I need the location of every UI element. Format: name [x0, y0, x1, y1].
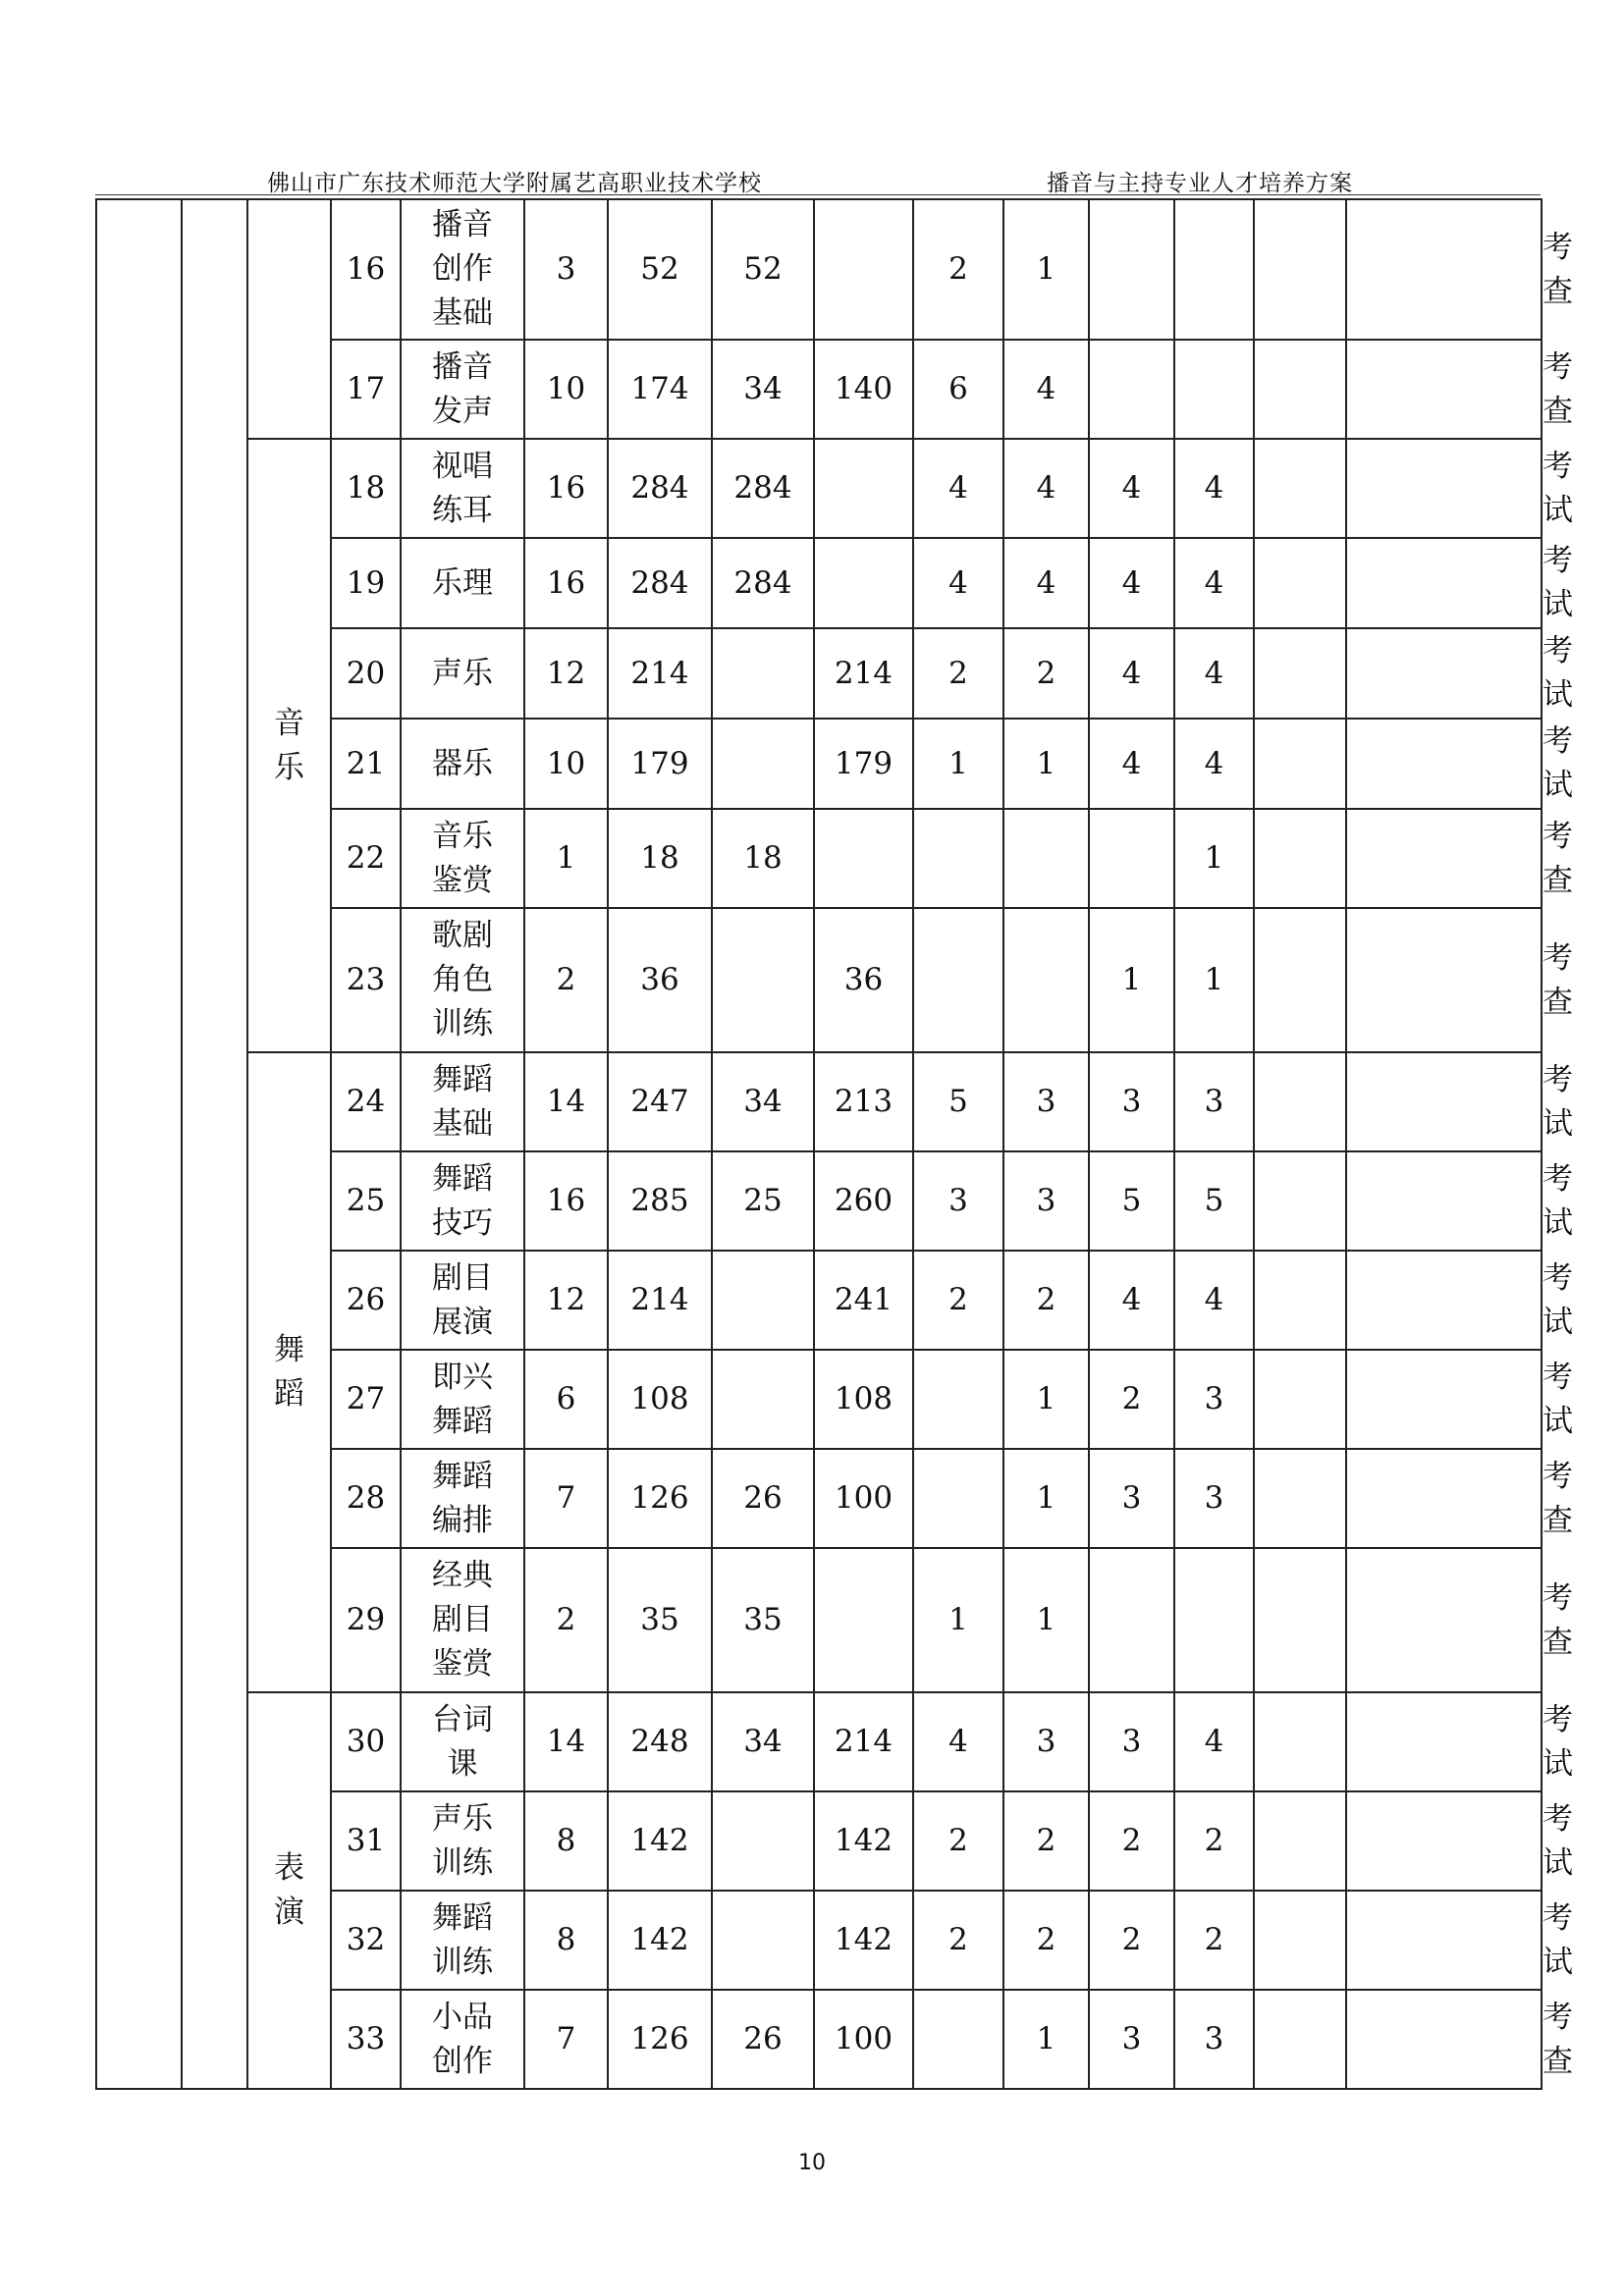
- course-number-cell: 21: [331, 719, 401, 809]
- course-s6-cell: [1346, 719, 1542, 809]
- course-theory-cell: [712, 1251, 814, 1350]
- course-s1-cell: 4: [913, 538, 1003, 628]
- course-theory-cell: 34: [712, 1692, 814, 1791]
- course-s4-cell: 4: [1174, 439, 1254, 538]
- course-s6-cell: [1346, 1251, 1542, 1350]
- course-credits-cell: 7: [524, 1449, 608, 1548]
- course-credits-cell: 1: [524, 809, 608, 908]
- course-s1-cell: 2: [913, 199, 1003, 340]
- course-s6-cell: [1346, 1548, 1542, 1692]
- course-s4-cell: 3: [1174, 1350, 1254, 1449]
- course-number-cell: 16: [331, 199, 401, 340]
- course-number-cell: 25: [331, 1151, 401, 1251]
- course-number-cell: 28: [331, 1449, 401, 1548]
- course-credits-cell: 10: [524, 340, 608, 439]
- course-practice-cell: [814, 538, 913, 628]
- course-s6-cell: [1346, 340, 1542, 439]
- course-number-cell: 33: [331, 1990, 401, 2089]
- course-s1-cell: 1: [913, 719, 1003, 809]
- course-theory-cell: 284: [712, 439, 814, 538]
- course-s1-cell: 6: [913, 340, 1003, 439]
- course-theory-cell: [712, 719, 814, 809]
- course-name: 小品创作: [432, 1999, 493, 2079]
- course-s2-cell: 2: [1003, 1251, 1089, 1350]
- course-s1-cell: 1: [913, 1548, 1003, 1692]
- course-row: 28 舞蹈编排 7 126 26 100 1 3 3 考查: [96, 1449, 1542, 1548]
- course-s6-cell: [1346, 1151, 1542, 1251]
- course-s2-cell: 1: [1003, 1548, 1089, 1692]
- course-s2-cell: [1003, 908, 1089, 1052]
- course-practice-cell: 100: [814, 1449, 913, 1548]
- course-s3-cell: [1089, 1548, 1174, 1692]
- course-number-cell: 27: [331, 1350, 401, 1449]
- course-name: 歌剧角色训练: [432, 918, 493, 1041]
- course-total-cell: 248: [608, 1692, 712, 1791]
- course-s1-cell: 4: [913, 439, 1003, 538]
- course-s1-cell: [913, 1350, 1003, 1449]
- course-s3-cell: 3: [1089, 1692, 1174, 1791]
- course-number-cell: 23: [331, 908, 401, 1052]
- course-s4-cell: 3: [1174, 1052, 1254, 1151]
- course-name-cell: [401, 1548, 524, 1692]
- course-name: 舞蹈训练: [432, 1899, 493, 1980]
- course-s5-cell: [1254, 439, 1346, 538]
- course-practice-cell: 241: [814, 1251, 913, 1350]
- course-s5-cell: [1254, 1891, 1346, 1990]
- course-credits-cell: 8: [524, 1791, 608, 1891]
- course-theory-cell: 35: [712, 1548, 814, 1692]
- course-row: 31 声乐训练 8 142 142 2 2 2 2 考试: [96, 1791, 1542, 1891]
- course-s3-cell: 1: [1089, 908, 1174, 1052]
- course-number-cell: 24: [331, 1052, 401, 1151]
- course-practice-cell: [814, 1548, 913, 1692]
- course-s6-cell: [1346, 1449, 1542, 1548]
- course-credits-cell: 12: [524, 628, 608, 719]
- course-s5-cell: [1254, 809, 1346, 908]
- course-name-cell: [401, 719, 524, 809]
- course-practice-cell: 260: [814, 1151, 913, 1251]
- course-s1-cell: 2: [913, 1251, 1003, 1350]
- course-theory-cell: 34: [712, 1052, 814, 1151]
- course-row: 32 舞蹈训练 8 142 142 2 2 2 2 考试: [96, 1891, 1542, 1990]
- course-s3-cell: 2: [1089, 1891, 1174, 1990]
- course-name: 舞蹈基础: [432, 1061, 493, 1142]
- course-credits-cell: 16: [524, 1151, 608, 1251]
- course-s3-cell: 4: [1089, 538, 1174, 628]
- course-s4-cell: [1174, 1548, 1254, 1692]
- course-name: 即兴舞蹈: [432, 1359, 493, 1439]
- course-s3-cell: 3: [1089, 1449, 1174, 1548]
- course-row: 16 播音创作基础 3 52 52 2 1 考查: [96, 199, 1542, 340]
- course-theory-cell: 26: [712, 1990, 814, 2089]
- course-name-cell: [401, 1891, 524, 1990]
- course-total-cell: 35: [608, 1548, 712, 1692]
- course-s1-cell: 2: [913, 1891, 1003, 1990]
- course-s3-cell: [1089, 199, 1174, 340]
- course-s4-cell: 4: [1174, 1692, 1254, 1791]
- course-total-cell: 108: [608, 1350, 712, 1449]
- course-row: 21 器乐 10 179 179 1 1 4 4 考试: [96, 719, 1542, 809]
- course-s4-cell: 3: [1174, 1449, 1254, 1548]
- page-number: 10: [798, 2151, 826, 2175]
- course-practice-cell: 213: [814, 1052, 913, 1151]
- course-s6-cell: [1346, 809, 1542, 908]
- course-theory-cell: [712, 1891, 814, 1990]
- course-name-cell: [401, 1251, 524, 1350]
- course-s6-cell: [1346, 908, 1542, 1052]
- course-name-cell: [401, 538, 524, 628]
- course-practice-cell: [814, 199, 913, 340]
- course-row: 19 乐理 16 284 284 4 4 4 4 考试: [96, 538, 1542, 628]
- course-practice-cell: 142: [814, 1891, 913, 1990]
- course-number-cell: 22: [331, 809, 401, 908]
- course-s2-cell: 4: [1003, 538, 1089, 628]
- course-total-cell: 126: [608, 1990, 712, 2089]
- course-s3-cell: 3: [1089, 1990, 1174, 2089]
- course-s3-cell: [1089, 340, 1174, 439]
- course-name-cell: [401, 628, 524, 719]
- course-number-cell: 26: [331, 1251, 401, 1350]
- course-s2-cell: 2: [1003, 1891, 1089, 1990]
- course-total-cell: 214: [608, 1251, 712, 1350]
- course-s6-cell: [1346, 1990, 1542, 2089]
- group-label-cell: [247, 439, 331, 1052]
- course-name-cell: [401, 1151, 524, 1251]
- course-name-cell: [401, 199, 524, 340]
- course-s4-cell: 5: [1174, 1151, 1254, 1251]
- course-total-cell: 174: [608, 340, 712, 439]
- course-number-cell: 29: [331, 1548, 401, 1692]
- course-s5-cell: [1254, 1791, 1346, 1891]
- course-name-cell: [401, 1449, 524, 1548]
- course-s1-cell: 4: [913, 1692, 1003, 1791]
- course-s2-cell: 1: [1003, 1350, 1089, 1449]
- course-s3-cell: 4: [1089, 439, 1174, 538]
- header-school-name: 佛山市广东技术师范大学附属艺高职业技术学校: [267, 171, 762, 196]
- course-name: 台词课: [432, 1701, 493, 1782]
- course-s2-cell: 1: [1003, 199, 1089, 340]
- course-s6-cell: [1346, 538, 1542, 628]
- group-label-cell: [247, 1052, 331, 1692]
- course-name-cell: [401, 809, 524, 908]
- course-total-cell: 247: [608, 1052, 712, 1151]
- course-practice-cell: 140: [814, 340, 913, 439]
- course-name: 播音创作基础: [432, 207, 493, 331]
- group-label: 表演: [274, 1850, 304, 1930]
- course-s3-cell: 2: [1089, 1791, 1174, 1891]
- course-practice-cell: 214: [814, 1692, 913, 1791]
- course-s1-cell: [913, 908, 1003, 1052]
- course-total-cell: 142: [608, 1891, 712, 1990]
- course-s5-cell: [1254, 1251, 1346, 1350]
- course-row: 27 即兴舞蹈 6 108 108 1 2 3 考试: [96, 1350, 1542, 1449]
- course-s2-cell: 2: [1003, 628, 1089, 719]
- course-name: 舞蹈技巧: [432, 1160, 493, 1241]
- course-credits-cell: 6: [524, 1350, 608, 1449]
- course-s2-cell: [1003, 809, 1089, 908]
- course-s2-cell: 3: [1003, 1692, 1089, 1791]
- course-theory-cell: [712, 908, 814, 1052]
- course-name: 乐理: [432, 564, 493, 601]
- course-total-cell: 284: [608, 538, 712, 628]
- course-credits-cell: 10: [524, 719, 608, 809]
- course-theory-cell: 284: [712, 538, 814, 628]
- course-s2-cell: 4: [1003, 340, 1089, 439]
- course-number-cell: 19: [331, 538, 401, 628]
- course-s4-cell: 1: [1174, 809, 1254, 908]
- course-s4-cell: 3: [1174, 1990, 1254, 2089]
- course-s6-cell: [1346, 1052, 1542, 1151]
- course-s1-cell: [913, 1449, 1003, 1548]
- course-name-cell: [401, 1990, 524, 2089]
- course-s4-cell: 4: [1174, 719, 1254, 809]
- course-name-cell: [401, 908, 524, 1052]
- course-number-cell: 17: [331, 340, 401, 439]
- course-credits-cell: 16: [524, 439, 608, 538]
- course-credits-cell: 14: [524, 1692, 608, 1791]
- course-theory-cell: 26: [712, 1449, 814, 1548]
- course-table: [95, 198, 1573, 2090]
- course-row: 25 舞蹈技巧 16 285 25 260 3 3 5 5 考试: [96, 1151, 1542, 1251]
- course-s3-cell: 4: [1089, 628, 1174, 719]
- course-s5-cell: [1254, 719, 1346, 809]
- course-s3-cell: 3: [1089, 1052, 1174, 1151]
- course-number-cell: 32: [331, 1891, 401, 1990]
- course-practice-cell: 108: [814, 1350, 913, 1449]
- course-total-cell: 18: [608, 809, 712, 908]
- course-credits-cell: 14: [524, 1052, 608, 1151]
- course-practice-cell: 100: [814, 1990, 913, 2089]
- course-credits-cell: 2: [524, 1548, 608, 1692]
- course-row: 33 小品创作 7 126 26 100 1 3 3 考查: [96, 1990, 1542, 2089]
- course-s1-cell: [913, 1990, 1003, 2089]
- course-name: 舞蹈编排: [432, 1458, 493, 1538]
- header-rule: [95, 194, 1541, 195]
- course-s6-cell: [1346, 1350, 1542, 1449]
- course-practice-cell: [814, 439, 913, 538]
- course-s2-cell: 1: [1003, 719, 1089, 809]
- course-name: 器乐: [432, 745, 493, 781]
- course-s2-cell: 2: [1003, 1791, 1089, 1891]
- course-number-cell: 30: [331, 1692, 401, 1791]
- course-theory-cell: [712, 1791, 814, 1891]
- course-s1-cell: 2: [913, 1791, 1003, 1891]
- group-label: 音乐: [274, 705, 304, 785]
- course-theory-cell: 52: [712, 199, 814, 340]
- course-theory-cell: 25: [712, 1151, 814, 1251]
- course-row: 表演 30 台词课 14 248 34 214 4 3 3 4 考试: [96, 1692, 1542, 1791]
- course-number-cell: 20: [331, 628, 401, 719]
- course-s4-cell: 2: [1174, 1791, 1254, 1891]
- course-name: 播音发声: [432, 348, 493, 429]
- course-total-cell: 142: [608, 1791, 712, 1891]
- course-s6-cell: [1346, 1791, 1542, 1891]
- course-s2-cell: 1: [1003, 1990, 1089, 2089]
- course-s5-cell: [1254, 1449, 1346, 1548]
- course-s2-cell: 4: [1003, 439, 1089, 538]
- course-s4-cell: [1174, 340, 1254, 439]
- course-s5-cell: [1254, 199, 1346, 340]
- course-s2-cell: 1: [1003, 1449, 1089, 1548]
- group-label: 舞蹈: [274, 1332, 304, 1412]
- course-s6-cell: [1346, 439, 1542, 538]
- course-s4-cell: 2: [1174, 1891, 1254, 1990]
- course-s3-cell: 4: [1089, 719, 1174, 809]
- course-s6-cell: [1346, 628, 1542, 719]
- course-s2-cell: 3: [1003, 1052, 1089, 1151]
- course-s4-cell: [1174, 199, 1254, 340]
- course-s5-cell: [1254, 1052, 1346, 1151]
- course-name-cell: [401, 340, 524, 439]
- course-name: 视唱练耳: [432, 448, 493, 528]
- course-practice-cell: [814, 809, 913, 908]
- course-s4-cell: 4: [1174, 628, 1254, 719]
- course-total-cell: 284: [608, 439, 712, 538]
- course-theory-cell: [712, 1350, 814, 1449]
- course-name-cell: [401, 1350, 524, 1449]
- course-s4-cell: 4: [1174, 538, 1254, 628]
- course-credits-cell: 2: [524, 908, 608, 1052]
- header-program-name: 播音与主持专业人才培养方案: [1047, 171, 1353, 196]
- course-s5-cell: [1254, 1692, 1346, 1791]
- course-name: 声乐: [432, 655, 493, 691]
- course-s3-cell: [1089, 809, 1174, 908]
- course-row: 20 声乐 12 214 214 2 2 4 4 考试: [96, 628, 1542, 719]
- course-s5-cell: [1254, 538, 1346, 628]
- course-name: 音乐鉴赏: [432, 818, 493, 898]
- course-row: 音乐 18 视唱练耳 16 284 284 4 4 4 4 考试: [96, 439, 1542, 538]
- course-s3-cell: 5: [1089, 1151, 1174, 1251]
- course-practice-cell: 214: [814, 628, 913, 719]
- course-theory-cell: [712, 628, 814, 719]
- course-s3-cell: 4: [1089, 1251, 1174, 1350]
- course-s5-cell: [1254, 340, 1346, 439]
- course-name-cell: [401, 1692, 524, 1791]
- course-total-cell: 126: [608, 1449, 712, 1548]
- course-s1-cell: 2: [913, 628, 1003, 719]
- course-s5-cell: [1254, 1548, 1346, 1692]
- course-total-cell: 36: [608, 908, 712, 1052]
- course-row: 舞蹈 24 舞蹈基础 14 247 34 213 5 3 3 3 考试: [96, 1052, 1542, 1151]
- course-row: 29 经典剧目鉴赏 2 35 35 1 1 考查: [96, 1548, 1542, 1692]
- course-s1-cell: 5: [913, 1052, 1003, 1151]
- category-column: [96, 199, 182, 2089]
- course-credits-cell: 12: [524, 1251, 608, 1350]
- course-name: 声乐训练: [432, 1800, 493, 1881]
- course-theory-cell: 18: [712, 809, 814, 908]
- course-s5-cell: [1254, 908, 1346, 1052]
- course-number-cell: 31: [331, 1791, 401, 1891]
- course-s5-cell: [1254, 1350, 1346, 1449]
- course-total-cell: 285: [608, 1151, 712, 1251]
- course-s5-cell: [1254, 1151, 1346, 1251]
- course-credits-cell: 16: [524, 538, 608, 628]
- course-name-cell: [401, 1052, 524, 1151]
- course-row: 23 歌剧角色训练 2 36 36 1 1 考查: [96, 908, 1542, 1052]
- course-name-cell: [401, 1791, 524, 1891]
- group-label-cell: [247, 199, 331, 439]
- course-credits-cell: 8: [524, 1891, 608, 1990]
- course-total-cell: 52: [608, 199, 712, 340]
- course-row: 22 音乐鉴赏 1 18 18 1 考查: [96, 809, 1542, 908]
- course-s1-cell: 3: [913, 1151, 1003, 1251]
- course-s5-cell: [1254, 1990, 1346, 2089]
- course-name: 剧目展演: [432, 1259, 493, 1340]
- course-row: 17 播音发声 10 174 34 140 6 4 考查: [96, 340, 1542, 439]
- course-s4-cell: 1: [1174, 908, 1254, 1052]
- course-s6-cell: [1346, 199, 1542, 340]
- course-credits-cell: 7: [524, 1990, 608, 2089]
- course-name: 经典剧目鉴赏: [432, 1558, 493, 1682]
- course-row: 26 剧目展演 12 214 241 2 2 4 4 考试: [96, 1251, 1542, 1350]
- subcategory-column: [182, 199, 247, 2089]
- course-theory-cell: 34: [712, 340, 814, 439]
- course-total-cell: 214: [608, 628, 712, 719]
- course-name-cell: [401, 439, 524, 538]
- course-s4-cell: 4: [1174, 1251, 1254, 1350]
- course-s3-cell: 2: [1089, 1350, 1174, 1449]
- course-s1-cell: [913, 809, 1003, 908]
- course-credits-cell: 3: [524, 199, 608, 340]
- course-practice-cell: 179: [814, 719, 913, 809]
- course-total-cell: 179: [608, 719, 712, 809]
- course-practice-cell: 36: [814, 908, 913, 1052]
- course-s5-cell: [1254, 628, 1346, 719]
- course-practice-cell: 142: [814, 1791, 913, 1891]
- course-table-body: [96, 199, 1573, 2089]
- course-number-cell: 18: [331, 439, 401, 538]
- course-s6-cell: [1346, 1891, 1542, 1990]
- course-s2-cell: 3: [1003, 1151, 1089, 1251]
- course-s6-cell: [1346, 1692, 1542, 1791]
- group-label-cell: [247, 1692, 331, 2089]
